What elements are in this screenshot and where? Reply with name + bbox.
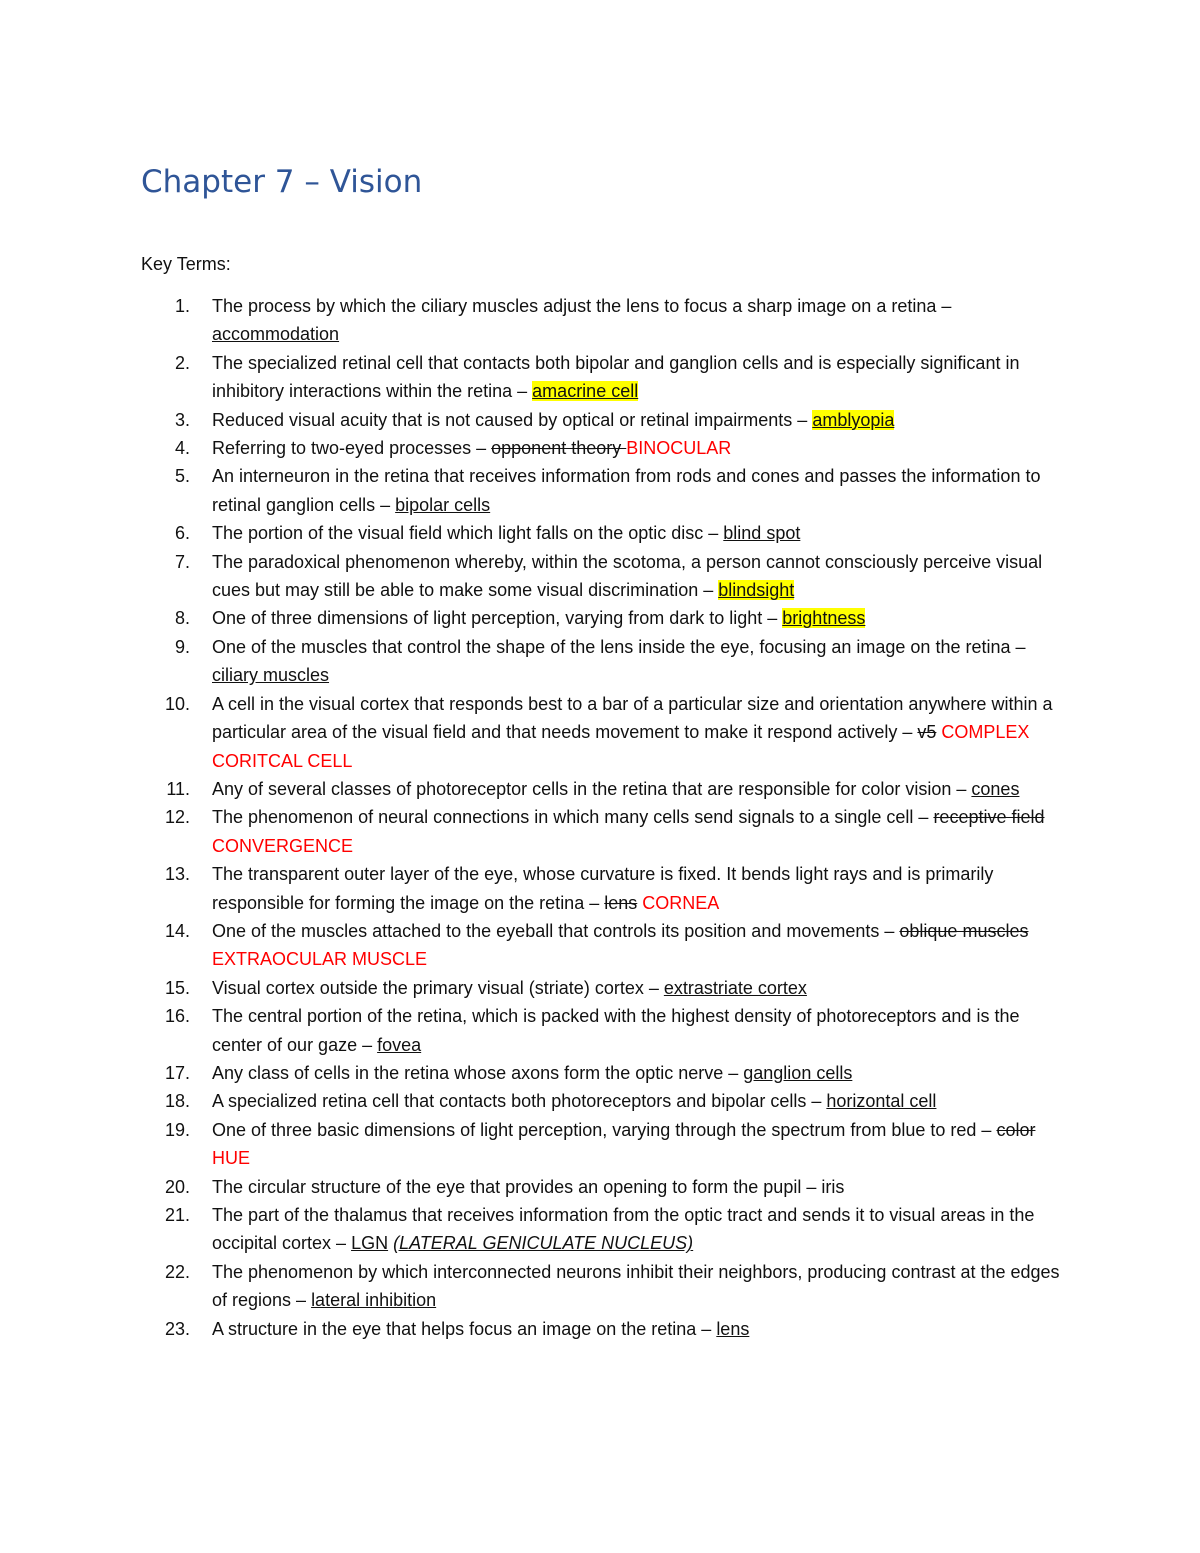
- term-definition: A structure in the eye that helps focus an image on the retina –: [212, 1318, 717, 1339]
- term-item: [174, 292, 1060, 349]
- term-number: 20.: [164, 1176, 190, 1197]
- struck-answer: opponent theory: [491, 438, 627, 459]
- term-item: [174, 633, 1060, 690]
- term-definition: One of three dimensions of light perception, varying from dark to light –: [212, 608, 783, 629]
- term-definition: A specialized retina cell that contacts both photoreceptors and bipolar cells –: [212, 1091, 827, 1112]
- term-item: [174, 519, 1060, 547]
- term-answer-highlighted: amacrine cell: [532, 381, 639, 402]
- term-number: 9.: [174, 636, 190, 657]
- term-definition: Any of several classes of photoreceptor cells in the retina that are responsible for color vision –: [212, 778, 972, 799]
- term-answer: horizontal cell: [826, 1091, 937, 1112]
- term-definition: The process by which the ciliary muscles adjust the lens to focus a sharp image on a retina –: [212, 296, 952, 316]
- term-answer: blind spot: [723, 523, 801, 544]
- term-definition: An interneuron in the retina that receives information from rods and cones and passes the information to retinal ganglion cells –: [212, 466, 1041, 515]
- term-number: 8.: [174, 608, 190, 629]
- term-definition: The central portion of the retina, which is packed with the highest density of photoreceptors and is the center of our gaze –: [212, 1006, 1020, 1055]
- term-number: 21.: [164, 1205, 190, 1225]
- term-definition: One of the muscles that control the shape of the lens inside the eye, focusing an image on the retina –: [212, 636, 1026, 657]
- term-item: [164, 860, 1060, 917]
- term-item: [164, 1059, 1060, 1087]
- term-number: 15.: [164, 977, 190, 998]
- term-number: 7.: [174, 551, 190, 572]
- term-definition: Visual cortex outside the primary visual (striate) cortex –: [212, 977, 664, 998]
- term-answer-highlighted: amblyopia: [812, 409, 895, 430]
- corrected-answer: CORNEA: [637, 892, 720, 913]
- term-definition: One of the muscles attached to the eyeball that controls its position and movements –: [212, 920, 900, 941]
- term-item: [174, 548, 1060, 605]
- term-definition: The phenomenon of neural connections in which many cells send signals to a single cell –: [212, 807, 934, 828]
- term-number: 4.: [174, 438, 190, 459]
- struck-answer: receptive field: [933, 807, 1045, 828]
- struck-answer: color: [996, 1119, 1036, 1140]
- term-answer-expansion: (LATERAL GENICULATE NUCLEUS): [393, 1233, 694, 1254]
- term-number: 13.: [164, 864, 190, 885]
- term-number: 10.: [164, 693, 190, 714]
- term-item: [174, 406, 1060, 434]
- term-item: [174, 604, 1060, 632]
- term-definition: The portion of the visual field which light falls on the optic disc –: [212, 523, 724, 544]
- term-item: [164, 690, 1060, 775]
- page-title: Chapter 7 – Vision: [141, 164, 423, 200]
- term-definition: The circular structure of the eye that provides an opening to form the pupil – iris: [212, 1176, 845, 1197]
- term-answer: ciliary muscles: [212, 665, 330, 686]
- corrected-answer: COMPLEX CORITCAL CELL: [212, 722, 1030, 771]
- term-answer: lens: [716, 1318, 750, 1339]
- term-answer: LGN: [351, 1233, 389, 1254]
- term-number: 17.: [164, 1062, 190, 1083]
- key-terms-list: [0, 292, 1200, 1343]
- term-item: [164, 1173, 1060, 1201]
- term-answer: extrastriate cortex: [663, 977, 807, 998]
- term-answer: lateral inhibition: [311, 1290, 437, 1311]
- term-item: [174, 462, 1060, 519]
- term-number: 2.: [174, 352, 190, 373]
- term-item: [164, 1087, 1060, 1115]
- term-number: 18.: [164, 1091, 190, 1112]
- struck-answer: lens: [604, 892, 638, 913]
- key-terms-heading: Key Terms:: [141, 254, 231, 274]
- term-answer: cones: [971, 778, 1020, 799]
- term-number: 6.: [174, 523, 190, 544]
- corrected-answer: HUE: [212, 1148, 251, 1169]
- term-item: [164, 1201, 1060, 1258]
- struck-answer: v5: [917, 722, 937, 743]
- term-definition: The part of the thalamus that receives information from the optic tract and sends it to visual areas in the occipital cortex –: [212, 1205, 1035, 1254]
- term-definition: Reduced visual acuity that is not caused by optical or retinal impairments –: [212, 409, 813, 430]
- term-number: 12.: [164, 807, 190, 828]
- term-number: 3.: [174, 409, 190, 430]
- term-definition: A cell in the visual cortex that responds best to a bar of a particular size and orientation anywhere within a particular area of the visual field and that needs movement to make it respond actively –: [212, 693, 1053, 743]
- term-item: [164, 1116, 1060, 1173]
- term-item: [164, 803, 1060, 860]
- term-number: 22.: [164, 1261, 190, 1282]
- corrected-answer: CONVERGENCE: [212, 835, 354, 856]
- term-number: 11.: [166, 778, 190, 799]
- term-definition: Any class of cells in the retina whose axons form the optic nerve –: [212, 1062, 744, 1083]
- term-item: [164, 917, 1060, 974]
- term-definition: The phenomenon by which interconnected neurons inhibit their neighbors, producing contrast at the edges of regions –: [212, 1261, 1060, 1311]
- term-number: 1.: [174, 296, 190, 316]
- corrected-answer: BINOCULAR: [626, 438, 732, 459]
- term-answer-highlighted: brightness: [782, 608, 866, 629]
- term-number: 19.: [164, 1119, 190, 1140]
- term-number: 5.: [174, 466, 190, 487]
- term-number: 14.: [164, 920, 190, 941]
- term-definition: Referring to two-eyed processes –: [212, 438, 492, 459]
- term-number: 16.: [164, 1006, 190, 1027]
- term-item: [164, 1258, 1060, 1315]
- term-number: 23.: [164, 1318, 190, 1339]
- term-item: [174, 434, 1060, 462]
- term-definition: The paradoxical phenomenon whereby, within the scotoma, a person cannot consciously perceive visual cues but may still be able to make some visual discrimination –: [212, 551, 1043, 601]
- term-answer: accommodation: [212, 324, 340, 345]
- struck-answer: oblique muscles: [899, 920, 1029, 941]
- term-answer: fovea: [377, 1034, 422, 1055]
- term-item: [174, 349, 1060, 406]
- term-definition: One of three basic dimensions of light perception, varying through the spectrum from blue to red –: [212, 1119, 997, 1140]
- term-answer: ganglion cells: [743, 1062, 853, 1083]
- term-item: [164, 974, 1060, 1002]
- term-definition: The specialized retinal cell that contacts both bipolar and ganglion cells and is especially significant in inhibitory interactions within the retina –: [212, 352, 1020, 402]
- term-item: [164, 1002, 1060, 1059]
- corrected-answer: EXTRAOCULAR MUSCLE: [212, 949, 428, 970]
- term-item: [166, 775, 1060, 803]
- term-answer-highlighted: blindsight: [718, 580, 795, 601]
- term-definition: The transparent outer layer of the eye, whose curvature is fixed. It bends light rays and is primarily responsible for forming the image on the retina –: [212, 864, 994, 913]
- term-answer: bipolar cells: [395, 494, 491, 515]
- term-item: [164, 1315, 1060, 1343]
